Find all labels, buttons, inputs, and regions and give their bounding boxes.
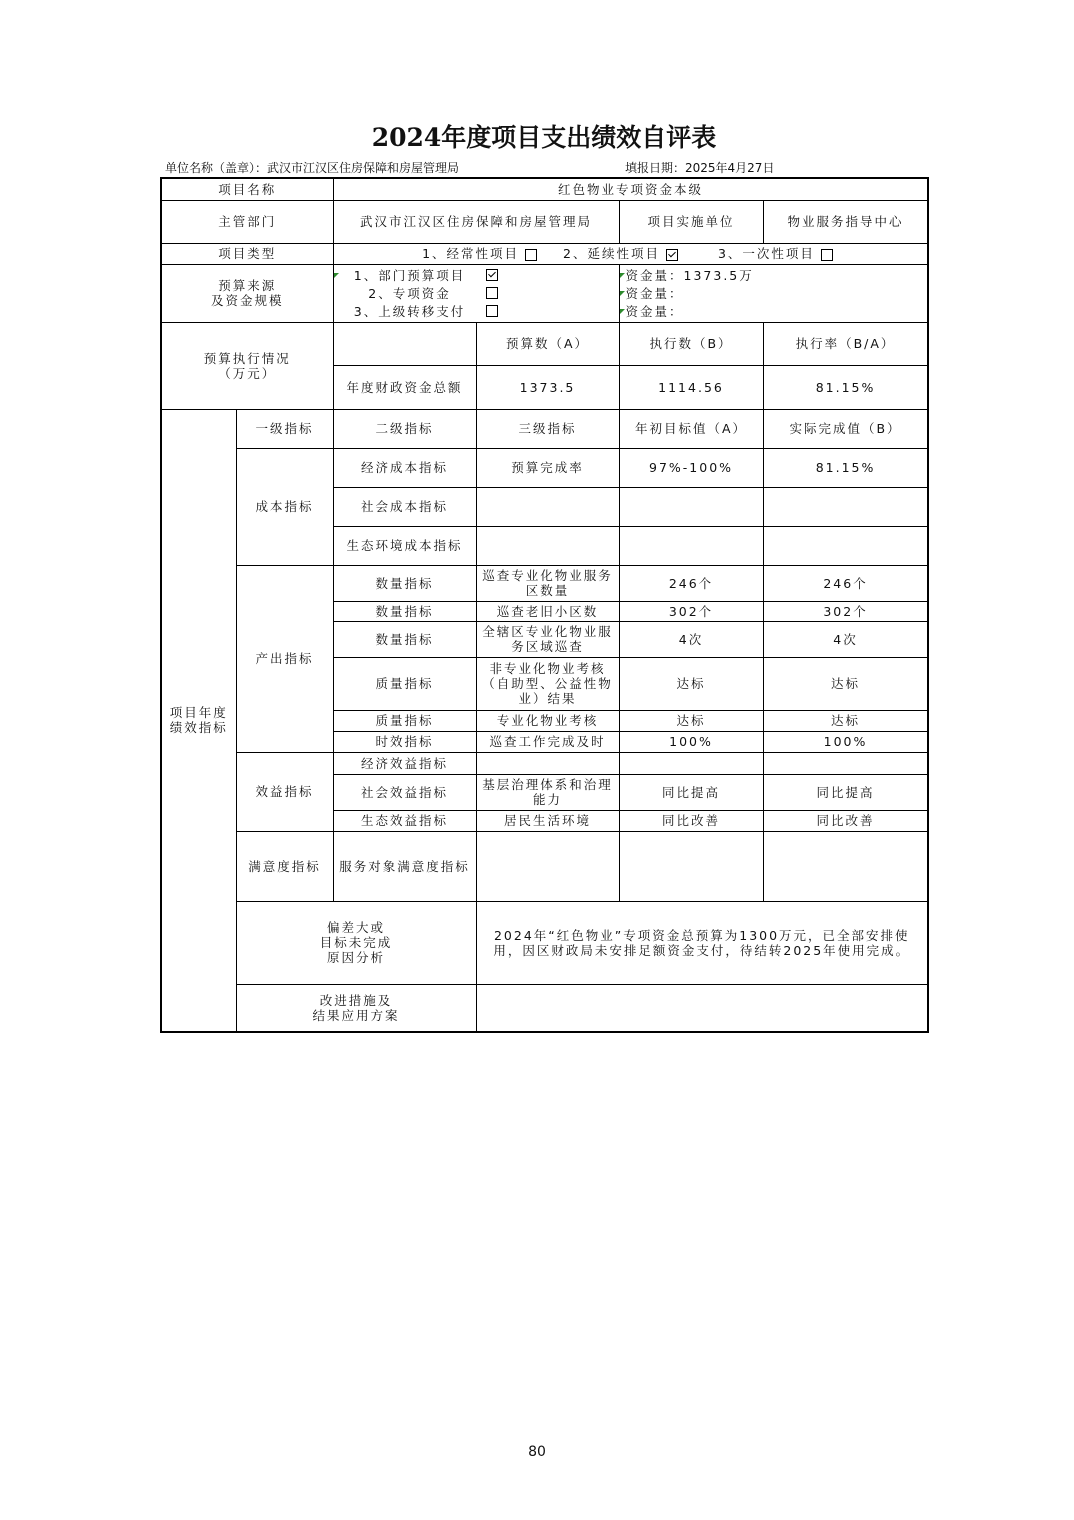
- level1-output: 产出指标: [236, 565, 333, 752]
- target-cell: 302个: [619, 601, 763, 621]
- indicator-header: 实际完成值（B）: [763, 409, 928, 448]
- exec-header: 预算数（A）: [476, 322, 619, 365]
- source-option: [334, 284, 619, 302]
- level3-cell: [476, 831, 619, 901]
- type-option-label: 1、经常性项目: [422, 246, 520, 261]
- actual-cell: 302个: [763, 601, 928, 621]
- source-amounts: [619, 264, 928, 322]
- level3-cell: [476, 487, 619, 526]
- comment-marker-icon: [620, 291, 625, 296]
- level2-cell: 社会成本指标: [333, 487, 476, 526]
- actual-cell: [763, 487, 928, 526]
- indicator-header: 一级指标: [236, 409, 333, 448]
- dept-label: 主管部门: [161, 200, 333, 243]
- indicator-header: 年初目标值（A）: [619, 409, 763, 448]
- actual-cell: 4次: [763, 621, 928, 657]
- perf-label-line: 项目年度: [169, 705, 228, 721]
- impl-unit-value: 物业服务指导中心: [763, 200, 928, 243]
- target-cell: 246个: [619, 565, 763, 601]
- row-project-type: [161, 243, 928, 264]
- actual-cell: [763, 526, 928, 565]
- level2-cell: 经济效益指标: [333, 752, 476, 774]
- level2-cell: 时效指标: [333, 731, 476, 752]
- type-option-label: 2、延续性项目: [563, 246, 660, 261]
- unit-name: 单位名称（盖章）：武汉市江汉区住房保障和房屋管理局: [165, 161, 460, 175]
- level3-cell: 非专业化物业考核（自助型、公益性物业）结果: [476, 657, 619, 710]
- page-number: 80: [528, 1444, 546, 1460]
- source-option-label: 3、上级转移支付: [353, 303, 466, 319]
- actual-cell: 100%: [763, 731, 928, 752]
- checkbox-icon: [486, 287, 498, 299]
- checkbox-checked-icon: [666, 249, 678, 261]
- target-cell: 同比提高: [619, 774, 763, 810]
- type-label: 项目类型: [161, 243, 333, 264]
- level3-cell: 巡查工作完成及时: [476, 731, 619, 752]
- source-option: [334, 266, 619, 284]
- level3-cell: [476, 526, 619, 565]
- actual-cell: [763, 752, 928, 774]
- target-cell: 97%-100%: [619, 448, 763, 487]
- row-project-name: [161, 178, 928, 200]
- target-cell: 达标: [619, 657, 763, 710]
- target-cell: 4次: [619, 621, 763, 657]
- row-indicator-header: [161, 409, 928, 448]
- improve-label-line: 结果应用方案: [312, 1007, 400, 1023]
- improve-text: [476, 984, 928, 1032]
- source-label: [161, 264, 333, 322]
- checkbox-icon: [486, 305, 498, 317]
- source-amount: [620, 284, 928, 302]
- row-department: [161, 200, 928, 243]
- checkbox-icon: [821, 249, 833, 261]
- row-improvement: [161, 984, 928, 1032]
- target-cell: 100%: [619, 731, 763, 752]
- table-row: [161, 448, 928, 487]
- actual-cell: 达标: [763, 657, 928, 710]
- level2-cell: 社会效益指标: [333, 774, 476, 810]
- level1-benefit: 效益指标: [236, 752, 333, 831]
- level3-cell: 预算完成率: [476, 448, 619, 487]
- level3-cell: 居民生活环境: [476, 810, 619, 831]
- perf-label-line: 绩效指标: [169, 720, 228, 736]
- level2-cell: 生态环境成本指标: [333, 526, 476, 565]
- target-cell: [619, 526, 763, 565]
- improve-label: [236, 984, 476, 1032]
- exec-header: 执行率（B/A）: [763, 322, 928, 365]
- actual-cell: 同比提高: [763, 774, 928, 810]
- level2-cell: 经济成本指标: [333, 448, 476, 487]
- deviation-text: 2024年“红色物业”专项资金总预算为1300万元，已全部安排使用，因区财政局未安排足额资金支付，待结转2025年使用完成。: [476, 901, 928, 984]
- indicator-header: 二级指标: [333, 409, 476, 448]
- source-amount-text: 资金量：1373.5万: [625, 267, 754, 283]
- level2-cell: 数量指标: [333, 601, 476, 621]
- project-name: 红色物业专项资金本级: [333, 178, 928, 200]
- type-option-label: 3、一次性项目: [717, 246, 815, 261]
- comment-marker-icon: [620, 273, 625, 278]
- exec-value: 1114.56: [619, 365, 763, 409]
- deviation-label: [236, 901, 476, 984]
- report-date: 填报日期：2025年4月27日: [625, 161, 775, 175]
- actual-cell: 同比改善: [763, 810, 928, 831]
- exec-header-blank: [333, 322, 476, 365]
- comment-marker-icon: [334, 273, 339, 278]
- actual-cell: 246个: [763, 565, 928, 601]
- exec-value: 81.15%: [763, 365, 928, 409]
- checkbox-checked-icon: [486, 269, 498, 281]
- level2-cell: 数量指标: [333, 565, 476, 601]
- level2-cell: 质量指标: [333, 657, 476, 710]
- source-option-label: 2、专项资金: [368, 285, 451, 301]
- target-cell: [619, 831, 763, 901]
- level3-cell: [476, 752, 619, 774]
- page-title: 2024年度项目支出绩效自评表: [371, 123, 717, 152]
- level2-cell: 质量指标: [333, 710, 476, 731]
- exec-row-label: 年度财政资金总额: [333, 365, 476, 409]
- target-cell: [619, 752, 763, 774]
- level2-cell: 服务对象满意度指标: [333, 831, 476, 901]
- actual-cell: 81.15%: [763, 448, 928, 487]
- source-options: [333, 264, 619, 322]
- exec-value: 1373.5: [476, 365, 619, 409]
- dept-value: 武汉市江汉区住房保障和房屋管理局: [333, 200, 619, 243]
- source-amount: [620, 302, 928, 320]
- source-amount-text: 资金量：: [625, 285, 684, 301]
- row-deviation: [161, 901, 928, 984]
- project-name-label: 项目名称: [161, 178, 333, 200]
- row-budget-source: [161, 264, 928, 322]
- table-row: [161, 565, 928, 601]
- indicator-header: 三级指标: [476, 409, 619, 448]
- table-row: [161, 752, 928, 774]
- level2-cell: 数量指标: [333, 621, 476, 657]
- improve-label-line: 改进措施及: [319, 992, 393, 1008]
- target-cell: [619, 487, 763, 526]
- source-label-line: 及资金规模: [211, 293, 284, 308]
- level3-cell: 基层治理体系和治理能力: [476, 774, 619, 810]
- level3-cell: 全辖区专业化物业服务区域巡查: [476, 621, 619, 657]
- exec-label-line: （万元）: [218, 365, 277, 381]
- source-amount-text: 资金量：: [625, 303, 684, 319]
- level3-cell: 专业化物业考核: [476, 710, 619, 731]
- row-exec-header: [161, 322, 928, 365]
- type-options: [333, 243, 928, 264]
- impl-unit-label: 项目实施单位: [619, 200, 763, 243]
- deviation-label-line: 原因分析: [327, 950, 386, 965]
- actual-cell: 达标: [763, 710, 928, 731]
- exec-label: [161, 322, 333, 409]
- deviation-label-line: 目标未完成: [319, 935, 393, 950]
- target-cell: 同比改善: [619, 810, 763, 831]
- level2-cell: 生态效益指标: [333, 810, 476, 831]
- source-label-line: 预算来源: [218, 278, 277, 293]
- source-option-label: 1、部门预算项目: [353, 267, 466, 283]
- source-amount: [620, 266, 928, 284]
- level3-cell: 巡查专业化物业服务区数量: [476, 565, 619, 601]
- checkbox-icon: [525, 249, 537, 261]
- exec-label-line: 预算执行情况: [203, 350, 291, 366]
- comment-marker-icon: [620, 309, 625, 314]
- level3-cell: 巡查老旧小区数: [476, 601, 619, 621]
- table-row: [161, 831, 928, 901]
- deviation-label-line: 偏差大或: [327, 920, 386, 935]
- level1-cost: 成本指标: [236, 448, 333, 565]
- source-option: [334, 302, 619, 320]
- target-cell: 达标: [619, 710, 763, 731]
- perf-label: [161, 409, 236, 1032]
- exec-header: 执行数（B）: [619, 322, 763, 365]
- evaluation-table: [160, 177, 929, 1033]
- level1-satisfaction: 满意度指标: [236, 831, 333, 901]
- actual-cell: [763, 831, 928, 901]
